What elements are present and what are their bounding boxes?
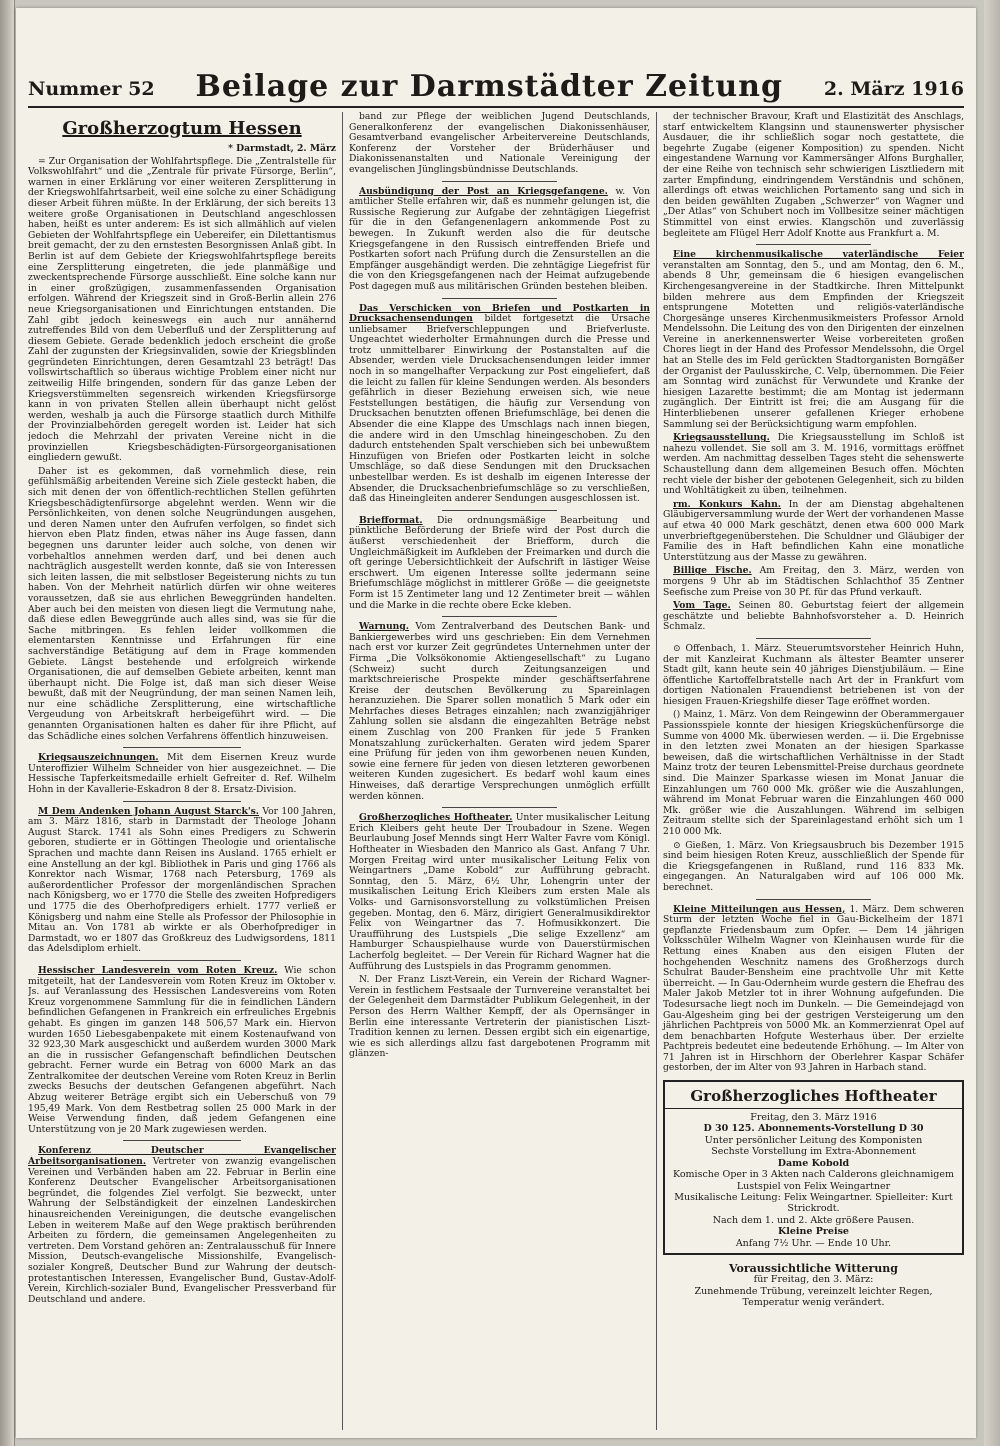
separator <box>756 638 870 639</box>
article-title: M Dem Andenken Johann August Starck's. <box>38 805 259 817</box>
article-war-decorations: Kriegsauszeichnungen. Mit dem Eisernen Kreuz wurde Unteroffizier Wilhelm Schneider von hier ausgezeichnet. — Die Hessische Tapferkeitsmedaille erhielt Gefreiter d. Ref. Wilhelm Hohn in der Kavallerie-Eskadron 8 der 8. Ersatz-Division. <box>28 752 336 796</box>
separator <box>123 747 240 748</box>
separator <box>123 801 240 802</box>
box-play-title: Dame Kobold <box>777 1157 850 1169</box>
article-giessen: ⊙ Gießen, 1. März. Von Kriegsausbruch bis Dezember 1915 sind beim hiesigen Roten Kreuz, ausschließlich der Spende für die Kriegsgefangenen in Rußland, rund 116 833 Mk. eingegangen. An Naturalgaben wird auf 106 000 Mk. berechnet. <box>663 839 964 893</box>
article-title: Konferenz Deutscher Evangelischer Arbeitsorganisationen. <box>28 1145 336 1168</box>
separator <box>756 244 870 245</box>
box-extra-subscription: Sechste Vorstellung im Extra-Abonnement <box>711 1146 916 1158</box>
box-credits: Musikalische Leitung: Felix Weingartner. Spielleiter: Kurt Strickrodt. <box>674 1191 953 1215</box>
article-war-exhibition: Kriegsausstellung. Die Kriegsausstellung im Schloß ist nahezu vollendet. Sie soll am 3. M. 1916, vormittags eröffnet werden. Am nachmittag desselben Tages steht die sehenswerte Schaustellung dann dem allgemeinen Besuch offen. Möchten recht viele der bisher der gebotenen Gelegenheit, sich zu bilden und Wohltätigkeit zu üben, teilnehmen. <box>663 432 964 497</box>
article-red-cross: Hessischer Landesverein vom Roten Kreuz. Wie schon mitgeteilt, hat der Landesverein vom Roten Kreuz im Oktober v. Js. auf Veranlassung des Hessischen Landesvereins vom Roten Kreuz vorgenommene Sammlung für die in feindlichen Ländern befindlichen Gefangenen in Frankreich ein erfreuliches Ergebnis gehabt. Es gingen im ganzen 148 506,57 Mark ein. Hiervon wurden 1650 Liebesgabenpakete mit einem Kostenaufwand von 32 923,30 Mark ausgeschickt und außerdem wurden 3000 Mark an die in russischer Gefangenschaft befindlichen Deutschen gebracht. Ferner wurde ein Betrag von 6000 Mark an das Zentralkomitee der deutschen Vereine vom Roten Kreuz in Berlin zwecks Besuchs der deutschen Gefangenen abgeführt. Nach Abzug weiterer Beträge ergibt sich ein Ueberschuß von 79 195,49 Mark. Von dem Restbetrag sollen 25 000 Mark in der Weise Verwendung finden, daß jedem Gefangenen eine Unterstützung von je 20 Mark zugewiesen werden. <box>28 964 336 1135</box>
article-letter-format: Briefformat. Die ordnungsmäßige Bearbeitung und pünktliche Beförderung der Briefe wird der Post durch die äußerst verschiedenheit der Briefform, durch die Ungleichmäßigkeit im Aufkleben der Freimarken und durch die oft geringe Uebersichtlichkeit der Aufschrift in lästiger Weise erschwert. Um eigenen Interesse sollte jedermann seine Briefumschläge möglichst in mittlerer Größe — die geeignetste Form ist 15 Zentimeter lang und 12 Zentimeter breit — wählen und die Marke in die rechte obere Ecke kleben. <box>349 514 650 611</box>
article-pow-mail: Ausbündigung der Post an Kriegsgefangene. w. Von amtlicher Stelle erfahren wir, daß es nunmehr gelungen ist, die Russische Regierung zur Aufgabe der zehntägigen Liegefrist für die in den Gefangenenlagern ankommende Post zu bewegen. In Zukunft werden also die für deutsche Kriegsgefangene in den Russisch eintreffenden Briefe und Postkarten sofort nach Prüfung durch die Zensurstellen an die Empfänger ausgehändigt werden. Die zehntägige Liegefrist für die von den Kriegsgefangenen nach der Heimat aufzugebende Post dagegen muß aus militärischen Gründen bestehen bleiben. <box>349 185 650 292</box>
theatre-announcement-box <box>663 1080 964 1255</box>
separator <box>442 807 556 808</box>
article-title: Kleine Mitteilungen aus Hessen, <box>673 903 846 915</box>
article-small-news: Kleine Mitteilungen aus Hessen, 1. März. Dem schweren Sturm der letzten Woche fiel in Gau-Bickelheim der 1871 gepflanzte Friedensbaum zum Opfer. — Dem 14 jährigen Volksschüler Wilhelm Wagner von Kleinhausen wurde für die Rettung eines Knaben aus den eisigen Fluten der hochgehenden Weschnitz namens des Großherzogs durch Schulrat Bauder-Bensheim eine prachtvolle Uhr mit Kette überreicht. — In Gau-Odernheim wurde gestern die Ehefrau des Maler Jakob Metzler tot in ihrer Wohnung aufgefunden. Die Todesursache liegt noch im Dunkeln. — Die Gemeindejagd von Gau-Algesheim ging bei der gestrigen Versteigerung um den jährlichen Pachtpreis von 5000 Mk. an Kommerzienrat Opel auf dem benachbarten Hofgute Westerhaus über. Der erzielte Pachtpreis bedeutet eine bedeutende Erhöhung. — Im Alter von 71 Jahren ist in Hirschhorn der Oberlehrer Kaspar Schäfer gestorben, der im Alter von 93 Jahren in Harbach stand. <box>663 903 964 1074</box>
article-title: Kriegsausstellung. <box>673 432 770 444</box>
dateline: * Darmstadt, 2. März <box>228 143 336 154</box>
box-title: Großherzogliches Hoftheater <box>665 1086 962 1109</box>
weather-forecast <box>663 1263 964 1309</box>
box-conductor-note: Unter persönlicher Leitung des Komponisten <box>704 1134 923 1146</box>
article-title: Das Verschicken von Briefen und Postkarten in Drucksachensendungen <box>349 302 650 325</box>
article-title: Eine kirchenmusikalische vaterländische Feier <box>673 249 964 261</box>
article-warning: Warnung. Vom Zentralverband des Deutschen Bank- und Bankiergewerbes wird uns geschrieben: Ein dem Vernehmen nach erst vor kurzer Zeit gegründetes Unternehmen unter der Firma „Die Volksökonomie Aktiengesellschaft“ zu Lugano (Schweiz) sucht durch Zeitungsanzeigen und marktschreierische Prospekte minder geschäftserfahrene Kreise der deutschen Bevölkerung zu Spareinlagen heranzuziehen. Die Sparer sollen monatlich 5 Mark oder ein Mehrfaches dieses Betrages einzahlen; nach zwanzigjähriger Zahlung sollen sie alsdann die eingezahlten Beträge nebst einem Zuschlag von 200 Franken für jede 5 Franken Monatszahlung zurückerhalten. Geraten wird jedem Sparer eine Prüfung für jeden von ihm geworbenen neuen Kunden, sowie eine fernere für jeden von diesen letzteren geworbenen weiteren Kunden zugesichert. Es bedarf wohl kaum eines Hinweises, daß derartige Versprechungen unmöglich erfüllt werden können. <box>349 621 650 802</box>
columns <box>28 112 964 1430</box>
box-subscription: D 30 125. Abonnements-Vorstellung D 30 <box>703 1123 924 1135</box>
article-cheap-fish: Billige Fische. Am Freitag, den 3. März, werden von morgens 9 Uhr ab im Städtischen Schlachthof 35 Zentner Seefische zum Preise von 30 Pf. für das Pfund verkauft. <box>663 565 964 598</box>
article-liszt-concert: N. Der Franz Liszt-Verein, ein Verein der Richard Wagner-Verein in festlichem Festsaale der Turnvereine veranstaltet bei der Gelegenheit dem Darmstädter Publikum Gelegenheit, in der Person des Herrn Walther Kempff, der als Opernsänger in Berlin eine interessante Vertreterin der pianistischen Liszt-Tradition kennen zu lernen. Dessen ergibt sich ein eigenartige, wie es sich allerdings allzu fast dargebotenen Programm mit glänzen- <box>349 974 650 1060</box>
newspaper-title: Beilage zur Darmstädter Zeitung <box>195 69 783 104</box>
article-title: Großherzogliches Hoftheater. <box>359 812 513 824</box>
column-2 <box>342 112 650 1430</box>
article-mainz: () Mainz, 1. März. Von dem Reingewinn der Oberammergauer Passionsspiele konnte der hiesigen Kriegsküchenfürsorge die Summe von 4000 Mk. überwiesen werden. — ii. Die Ergebnisse in den letzten zwei Monaten an der hiesigen Sparkasse beweisen, daß die wirtschaftlichen Verhältnisse in der Stadt Mainz trotz der teuren Lebensmittel-Preise durchaus geordnete sind. Die Mainzer Sparkasse wiesen im Monat Januar die Einzahlungen um 760 000 Mk. größer wie die Auszahlungen, während im Monat Februar waren die Einzahlungen 460 000 Mk. größer wie die Auszahlungen. Während im selbigen Zeitraum stellte sich der Spareinlagestand erhöht sich um 1 210 000 Mk. <box>663 709 964 837</box>
scan-edge-left <box>0 0 15 1446</box>
article-evangelical-conference: Konferenz Deutscher Evangelischer Arbeitsorganisationen. Vertreter von zwanzig evangelischen Vereinen und Verbänden haben am 22. Februar in Berlin eine Konferenz Deutscher Evangelischer Arbeitsorganisationen begründet, die folgendes Ziel verfolgt. Sie bezweckt, unter Wahrung der Selbständigkeit der einzelnen Landeskirchen hinausreichenden Vereinigungen, die deutsche evangelischen Leben in weiterem Maße auf den Wege praktisch berührenden Arbeiten zu fördern, die gemeinsamen Angelegenheiten zu vertreten. Dem Vorstand gehören an: Zentralausschuß für Innere Mission, Deutsch-evangelische Missionshilfe, Evangelisch-sozialer Kongreß, Deutscher Bund zur Wahrung der deutsch-protestantischen Interessen, Evangelischer Bund, Gustav-Adolf-Verein, Kirchlich-sozialer Bund, Evangelischer Pressverband für Deutschland und andere. <box>28 1145 336 1305</box>
article-title: Ausbündigung der Post an Kriegsgefangene. <box>359 185 608 197</box>
box-prices: Kleine Preise <box>778 1226 849 1238</box>
separator <box>442 510 556 511</box>
article-of-the-day: Vom Tage. Seinen 80. Geburtstag feiert der allgemein geschätzte und beliebte Bahnhofsvorsteher a. D. Heinrich Schmalz. <box>663 600 964 633</box>
separator <box>756 899 870 900</box>
article-offenbach: ⊙ Offenbach, 1. März. Steuerumtsvorsteher Heinrich Huhn, der mit Kanzleirat Kuchmann als ältester Beamter unserer Stadt gilt, kann heute sein 40 jähriges Dienstjubiläum. — Eine öffentliche Kartoffelbratstelle nach Art der in Frankfurt vom dortigen Nationalen Frauendienst betriebenen ist von der hiesigen Frauen-Kriegshilfe dieser Tage eröffnet worden. <box>663 642 964 707</box>
article-welfare: = Zur Organisation der Wohlfahrtspflege. Die „Zentralstelle für Volkswohlfahrt“ und die „Zentrale für private Fürsorge, Berlin“, warnen in einer Erklärung vor einer weiteren Zersplitterung in der Kriegswohlfahrtsarbeit, weil eine solche zu einer Schädigung dieser Arbeit führen müßte. In der Erklärung, der sich bereits 13 weitere große Organisationen in Deutschland angeschlossen haben, heißt es unter anderem: Es ist sich allmählich auf vielen Gebieten der Wohlfahrtspflege ein Uebereifer, ein Dilettantismus breit gemacht, der zu den ernstesten Besorgnissen Anlaß gibt. In Berlin ist auf dem Gebiete der Kriegswohlfahrtspflege bereits eine Zersplitterung eingetreten, die jede planmäßige und zweckentsprechende Fürsorge ausschließt. Eine solche kann nur in einer großzügigen, zusammenfassenden Organisation erfolgen. Während der Kriegszeit sind in Groß-Berlin allein 276 neue Kriegsorganisationen und Einrichtungen entstanden. Die Zahl gibt jedoch keineswegs ein auch nur annähernd zutreffendes Bild von dem Ueberfluß und der Zersplitterung auf diesem Gebiete. Gerade bedenklich jedoch erscheint die große Zahl der zugunsten der Kriegsinvaliden, sowie der Kriegsblinden gegründeten Einrichtungen, deren Gesamtzahl 23 beträgt! Das vollswirtschaftlich so überaus wichtige Problem einer nicht nur zeitweilig Hilfe bringenden, sondern für das ganze Leben der Kriegsverstümmelten segensreich wirkenden Kriegsfürsorge kann in von privaten Stellen allein überhaupt nicht gelöst werden, weshalb ja auch die Fürsorge staatlich durch Mithilfe der Provinzialbehörden geregelt worden ist. Leider hat sich jedoch die Mehrzahl der privaten Vereine nicht in die provinziellen Kriegsbeschädigten-Fürsorgeorganisationen eingliedern gewußt. <box>28 155 336 464</box>
article-church-music: Eine kirchenmusikalische vaterländische Feier veranstalten am Sonntag, den 5., und am Montag, den 6. M., abends 8 Uhr, gemeinsam die 6 hiesigen evangelischen Kirchengesangvereine in der Stadtkirche. Ihren Mittelpunkt bilden mehrere aus dem Empfinden der Kriegszeit entsprungene Motetten und religiös-vaterländische Chorgesänge unseres Kirchenmusikmeisters Professor Arnold Mendelssohn. Die Leitung des von den Dirigenten der einzelnen Vereine in anerkennenswerter Weise vorbereiteten großen Chores liegt in der Hand des Professor Mendelssohn, die Orgel hat an Stelle des im Feld gerückten Stadtorganisten Borngäßer der Organist der Paulusskirche, C. Velp, übernommen. Die Feier am Sonntag wird zunächst für Verwundete und Kranke der hiesigen Lazarette bestimmt; die am Montag ist jedermann zugänglich. Der Eintritt ist frei; die am Ausgang für die Hinterbliebenen unserer gefallenen Krieger erhobene Sammlung sei der Berücksichtigung warm empfohlen. <box>663 249 964 430</box>
weather-line-1: Zunehmende Trübung, vereinzelt leichter Regen, <box>694 1285 933 1297</box>
article-liszt-cont: der technischer Bravour, Kraft und Elastizität des Anschlags, starf entwickeltem Klangsinn und staunenswerter physischer Ausdauer, die ihr schließlich sogar noch gestattete, die begehrte Zugabe (eigener Komposition) zu spenden. Nicht eingestandene Warnung vor Kammersänger Alfons Burghaller, der eine Reihe von technisch sehr schwierigen Lisztliedern mit zarter Empfindung, eindringendem Verständnis und schönen, allerdings oft etwas weichlichen Portamento sang und sich in den beiden gewählten Zugaben „Schwerzer“ von Wagner und „Der Atlas“ von Schubert noch im Vollbesitze seiner mächtigen Stimmittel von einst erwies. Klangschön und zuverlässig begleitete am Flügel Herr Adolf Knotte aus Frankfurt a. M. <box>663 112 964 239</box>
article-printed-matter: Das Verschicken von Briefen und Postkarten in Drucksachensendungen bildet fortgesetzt die Ursache unliebsamer Briefverschleppungen und Briefverluste. Ungeachtet wiederholter Ermahnungen durch die Presse und trotz unmittelbarer Einwirkung der Postanstalten auf die Absender, werden viele Drucksachensendungen leider immer noch in so mangelhafter Verpackung zur Post eingeliefert, daß die leicht zu fallen für kleine Sendungen werden. Als besonders gefährlich in dieser Beziehung erweisen sich, wie neue Feststellungen bestätigen, die häufig zur Versendung von Drucksachen benutzten offenen Briefumschläge, bei denen die Absender die eine Klappe des Umschlags nach innen biegen, die andere wird in den Umschlag hineingeschoben. Zu den dadurch entstehenden Spalt verschieben sich bei unbewußtem Hinzufügen von Briefen oder Postkarten leicht in solche Umschläge, so daß diese Sendungen mit den Drucksachen unbestellbar werden. Es ist deshalb im eigenen Interesse der Absender, die Drucksachenbriefumschläge so zu verschließen, daß das Hineingleiten anderer Sendungen ausgeschlossen ist. <box>349 302 650 505</box>
box-play-description: Komische Oper in 3 Akten nach Calderons gleichnamigem Lustspiel von Felix Weingartner <box>672 1169 954 1192</box>
column-1 <box>28 112 336 1430</box>
article-court-theatre: Großherzogliches Hoftheater. Unter musikalischer Leitung Erich Kleibers geht heute Der Troubadour in Szene. Wegen Beurlaubung Josef Mennds singt Herr Walter Favre vom Königl. Hoftheater in Wiesbaden den Manrico als Gast. Anfang 7 Uhr. Morgen Freitag wird unter musikalischer Leitung Felix von Weingartners „Dame Kobold“ zur Aufführung gebracht. Sonntag, den 5. März, 6½ Uhr, Lohengrin unter der musikalischen Leitung Erich Kleibers zum ersten Male als Volks- und Garnisonsvorstellung zu volkstümlichen Preisen gegeben. Montag, den 6. März, dirigiert Generalmusikdirektor Felix von Weingartner das 7. Hofmusikkonzert. Die Uraufführung des Lustspiels „Die selige Exzellenz“ am Hamburger Schauspielhause wurde von Dauerstürmischen Lacherfolg begleitet. — Der Verein für Richard Wagner hat die Aufführung des Lustspiels in das Programm genommen. <box>349 812 650 972</box>
separator <box>442 298 556 299</box>
weather-line-2: Temperatur wenig verändert. <box>742 1297 885 1309</box>
article-title: Vom Tage. <box>673 600 731 612</box>
scan-edge-right <box>984 0 1000 1446</box>
column-3 <box>656 112 964 1430</box>
issue-number: Nummer 52 <box>28 78 155 100</box>
weather-title: Voraussichtliche Witterung <box>729 1261 898 1275</box>
issue-date: 2. März 1916 <box>823 78 964 100</box>
article-title: Warnung. <box>359 621 409 633</box>
article-title: rm. Konkurs Kahn. <box>673 498 781 510</box>
article-evangelical-cont: band zur Pflege der weiblichen Jugend Deutschlands, Generalkonferenz der evangelischen Diakonissenhäuser, Gesamtverband evangelischer Arbeitervereine Deutschlands, Konferenz der Vorsteher der Brüderhäuser und Diakonissenanstalten und Nationale Vereinigung der evangelischen Jünglingsbündnisse Deutschlands. <box>349 112 650 175</box>
article-title: Briefformat. <box>359 514 423 526</box>
separator <box>442 616 556 617</box>
box-pauses: Nach dem 1. und 2. Akte größere Pausen. <box>712 1214 915 1226</box>
section-heading: Großherzogtum Hessen <box>62 118 302 139</box>
weather-date: für Freitag, den 3. März: <box>753 1274 874 1286</box>
article-bankruptcy: rm. Konkurs Kahn. In der am Dienstag abgehaltenen Gläubigerversammlung wurde der Wert der vorhandenen Masse auf etwa 40 000 Mark geschätzt, denen etwa 600 000 Mark unverbrieftgegenüberstehen. Die Schuldner und Gläubiger der Familie des in Haft befindlichen Kahn eine monatliche Unterstützung aus der Masse zu gewähren. <box>663 498 964 563</box>
article-starck: M Dem Andenken Johann August Starck's. Vor 100 Jahren, am 3. März 1816, starb in Darmstadt der Theologe Johann August Starck. 1741 als Sohn eines Predigers zu Schwerin geboren, studierte er in Göttingen Theologie und orientalische Sprachen und machte dann Reisen ins Ausland. 1765 erhielt er eine Anstellung an der kgl. Bibliothek in Paris und ging 1766 als Konrektor nach Wismar, 1768 nach Petersburg, 1769 als außerordentlicher Professor der morgenländischen Sprachen nach Königsberg, wo er 1770 die Stelle des zweiten Hofpredigers und 1775 die des Oberhofpredigers erhielt. 1777 verließ er Königsberg und nahm eine Stelle als Professor der Philosophie in Mitau an. Von 1781 ab wirkte er als Oberhofprediger in Darmstadt, wo er 1807 das Großkreuz des Ludwigsordens, 1811 das Adelsdiplom erhielt. <box>28 805 336 955</box>
separator <box>123 960 240 961</box>
article-welfare-cont: Daher ist es gekommen, daß vornehmlich diese, rein gefühlsmäßig arbeitenden Vereine sich Ziele gesteckt haben, die sich mit denen der von öffentlich-rechtlichen Stellen geführten Kriegsbeschädigtenfürsorge abgelehnt werden. Wenn wir die Persönlichkeiten, von denen solche Neugründungen ausgehen, und deren Namen unter den Aufrufen verfolgen, so findet sich hiervon eben Platz finden, etwas näher ins Auge fassen, dann begegnen uns darunter leider auch solche, von denen wir vorbehaltlos annehmen werden darf, und bei denen auch nachträglich ausgestellt werden konnte, daß sie von Interessen sich leiten lassen, die mit selbstloser Begeisterung nichts zu tun haben. Von der Mehrheit natürlich dürfen wir ohne weiteres voraussetzen, daß sie aus ehrlichen Beweggründen handelten. Aber auch bei den meisten von diesen liegt die Vermutung nahe, daß diese edlen Beweggründe auch alles sind, was sie für die Sache mitbringen. Es fehlen leider vollkommen die elementarsten Kenntnisse und Erfahrungen für eine sachverständige Betätigung auf dem in Frage kommenden Gebiete. Längst bestehende und erfolgreich wirkende Organisationen, die auf demselben Gebiete arbeiten, kennt man überhaupt nicht. Die Folge ist, daß man sich dieser Weise bewußt, daß mit der Neugründung, der man seinen Namen leih, nur eine schädliche Zersplitterung, eine wirtschaftliche Vergeudung von Arbeitskraft herbeigeführt wird. — Die genannten Organisationen halten es daher für ihre Pflicht, auf das Schädliche eines solchen Verfahrens öffentlich hinzuweisen. <box>28 465 336 742</box>
article-title: Hessischer Landesverein vom Roten Kreuz. <box>38 964 278 976</box>
article-title: Kriegsauszeichnungen. <box>38 752 159 764</box>
masthead <box>28 62 964 108</box>
separator <box>123 1140 240 1141</box>
newspaper-page <box>16 8 976 1438</box>
separator <box>442 181 556 182</box>
box-date: Freitag, den 3. März 1916 <box>750 1112 877 1124</box>
article-title: Billige Fische. <box>673 565 752 577</box>
box-times: Anfang 7½ Uhr. — Ende 10 Uhr. <box>735 1237 892 1249</box>
